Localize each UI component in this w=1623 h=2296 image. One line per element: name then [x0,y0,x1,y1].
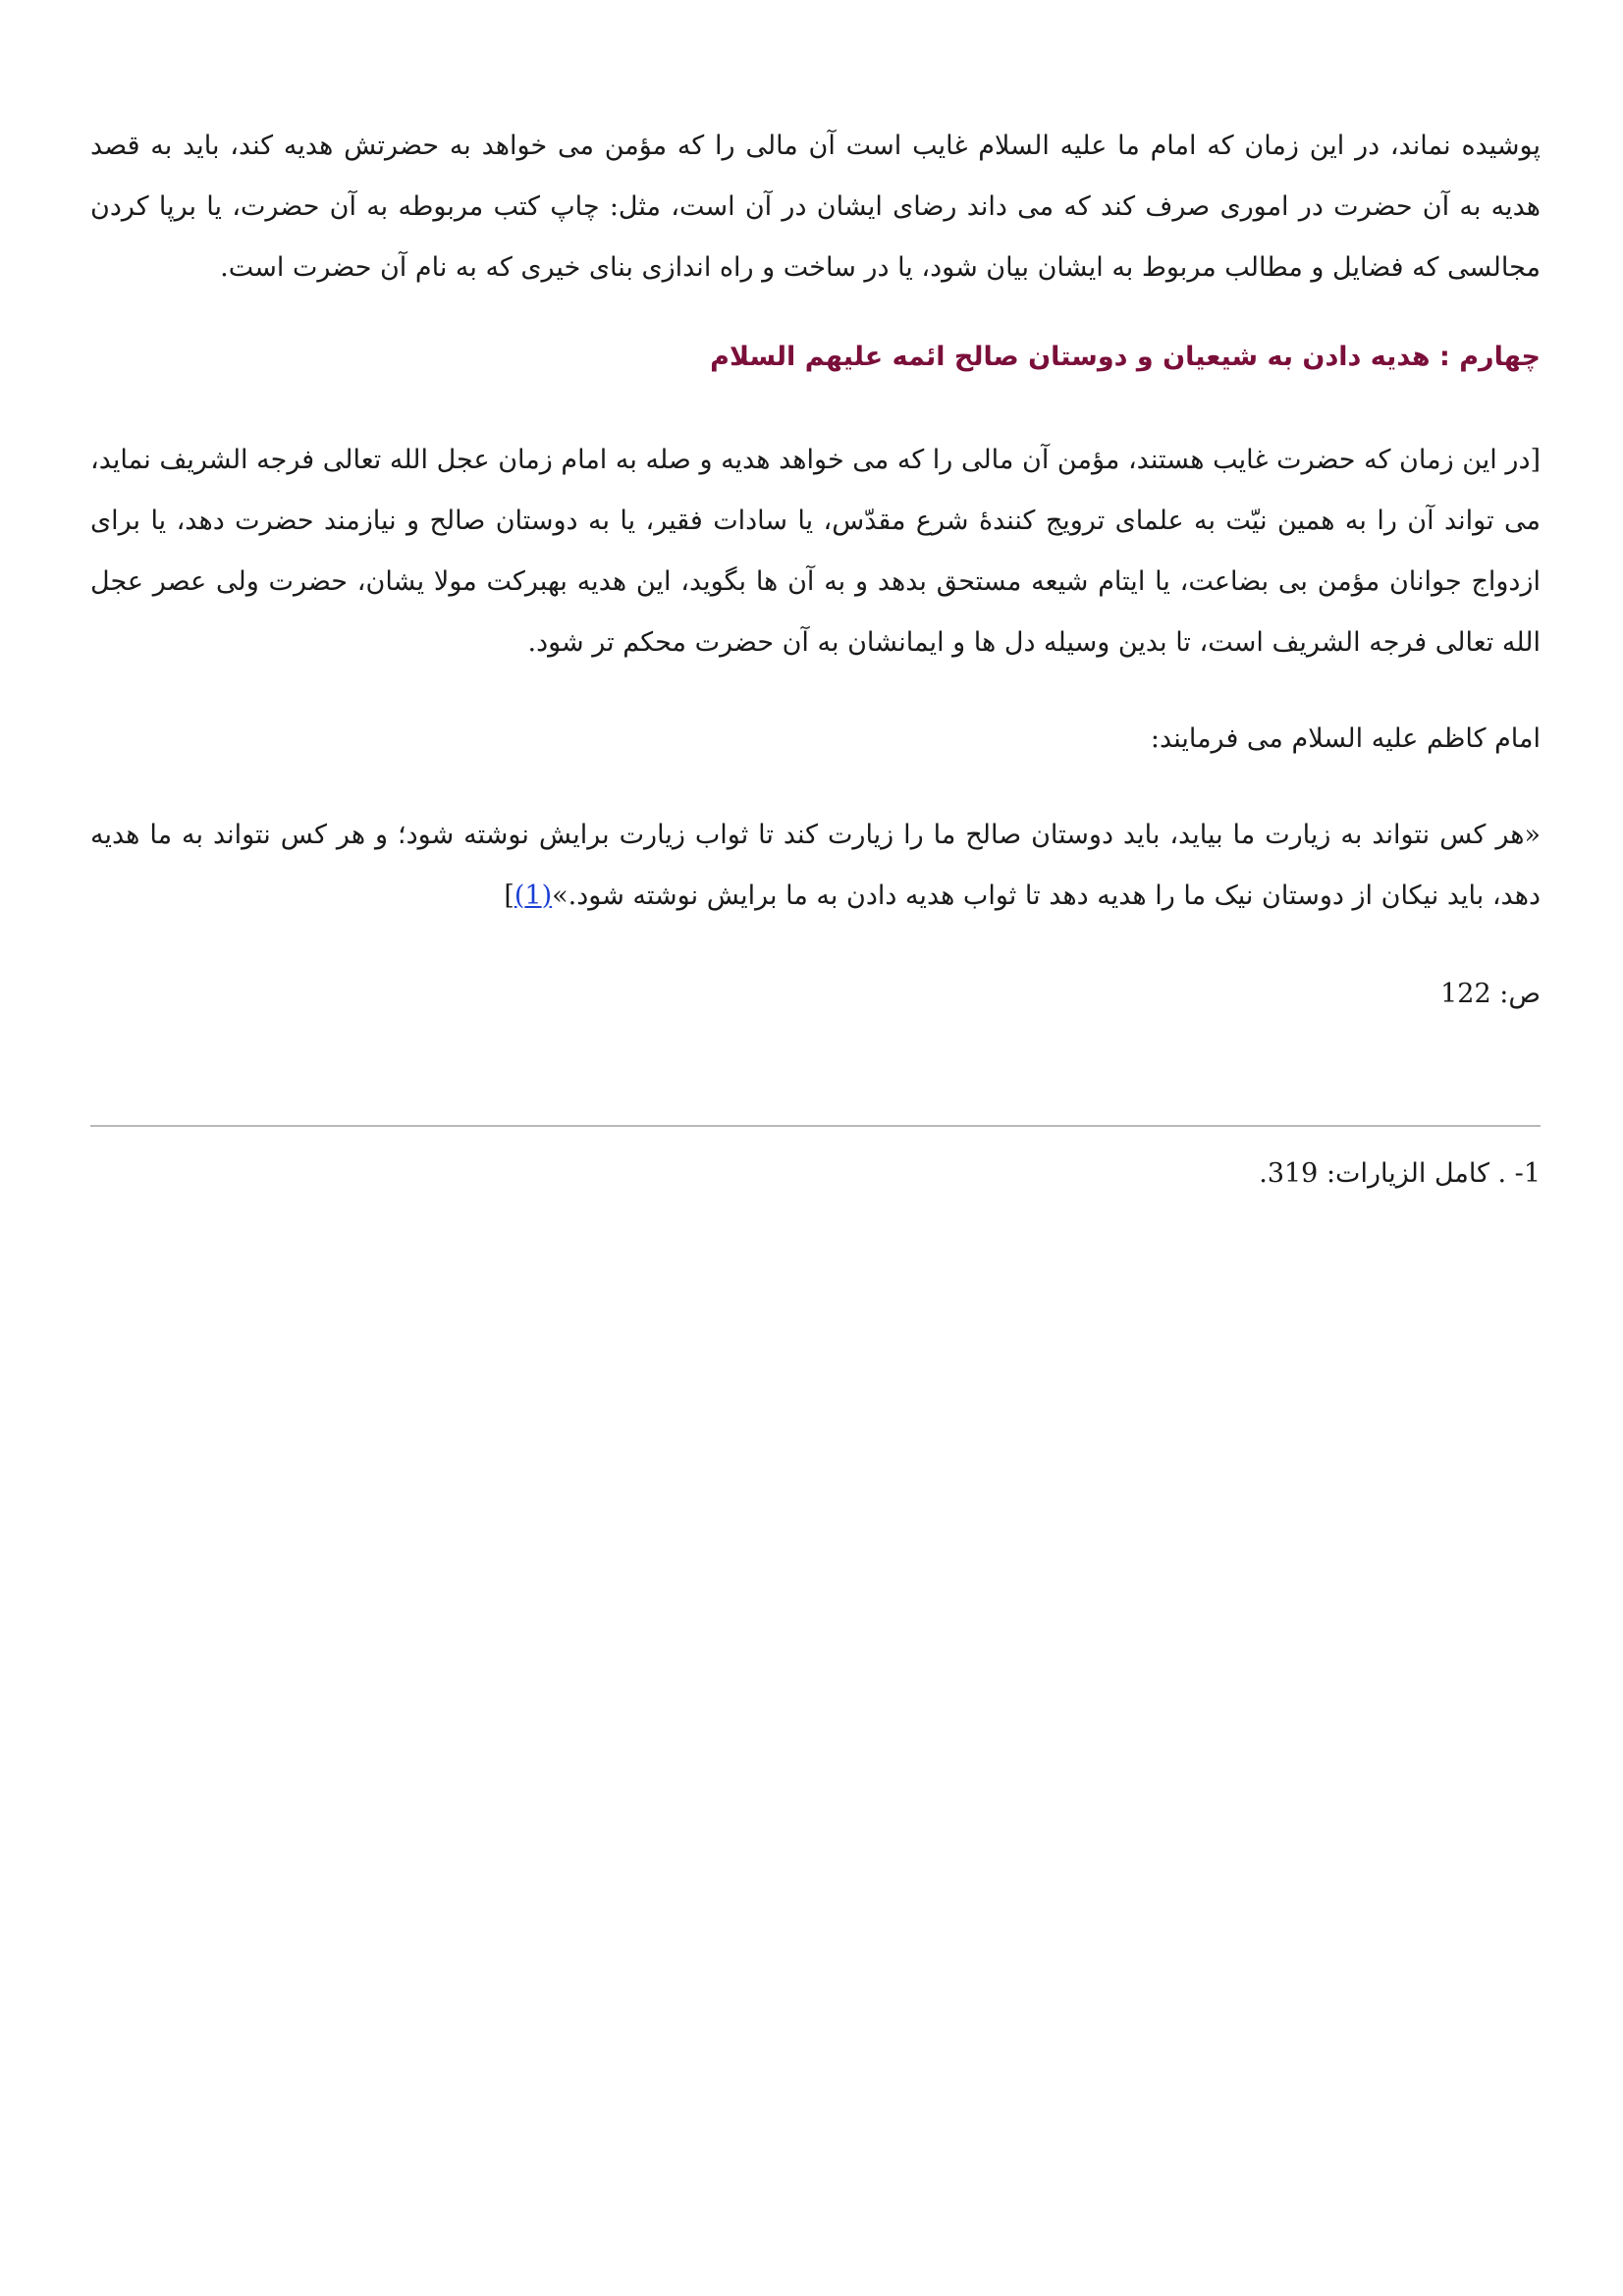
closing-bracket: ] [504,881,514,911]
footnotes [90,1145,1541,1203]
page-number: ص: 122 [1440,979,1541,1009]
footnote-item: 1- . کامل الزیارات: 319. [1259,1158,1541,1189]
paragraph-quote-intro: امام کاظم علیه السلام می فرمایند: [1150,723,1541,754]
paragraph-hadith [90,805,1541,927]
document-body [90,116,1541,1025]
section-heading: چهارم : هدیه دادن به شیعیان و دوستان صالح ائمه علیهم السلام [710,342,1541,372]
paragraph-gift-to-shia: [در این زمان که حضرت غایب هستند، مؤمن آن مالی را که می خواهد هدیه و صله به امام زمان عجل الله تعالی فرجه الشریف نماید، می تواند آن را به همین نیّت به علمای ترویج کنندهٔ شرع مقدّس، یا سادات فقیر، یا به دوستان صالح و نیازمند حضرت دهد، یا برای ازدواج جوانان مؤمن بی بضاعت، یا ایتام شیعه مستحق بدهد و به آن ها بگوید، این هدیه بهبرکت مولا یشان، حضرت ولی عصر عجل الله تعالی فرجه الشریف است، تا بدین وسیله دل ها و ایمانشان به آن حضرت محکم تر شود. [90,445,1541,658]
footnote-link[interactable]: (1) [514,881,553,911]
paragraph-gift-spending: پوشیده نماند، در این زمان که امام ما علیه السلام غایب است آن مالی را که مؤمن می خواهد به حضرتش هدیه کند، باید به قصد هدیه به آن حضرت در اموری صرف کند که می داند رضای ایشان در آن است، مثل: چاپ کتب مربوطه به آن حضرت، یا برپا کردن مجالسی که فضایل و مطالب مربوط به ایشان بیان شود، یا در ساخت و راه اندازی بنای خیری که به نام آن حضرت است. [90,131,1541,283]
hadith-text: «هر کس نتواند به زیارت ما بیاید، باید دوستان صالح ما را زیارت کند تا ثواب زیارت برایش نوشته شود؛ و هر کس نتواند به ما هدیه دهد، باید نیکان از دوستان نیک ما را هدیه دهد تا ثواب هدیه دادن به ما برایش نوشته شود.» [90,820,1541,911]
footnote-divider [90,1125,1541,1127]
